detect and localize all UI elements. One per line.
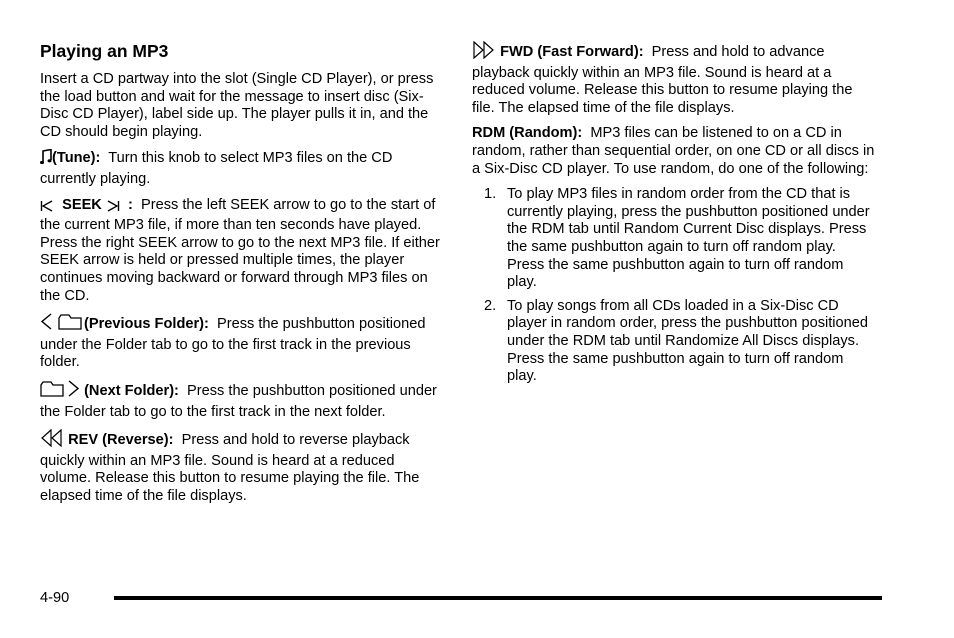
random-label: RDM (Random): [472, 125, 583, 142]
list-item [472, 298, 876, 386]
fast-forward-text: Press and hold to advance playback quickly within an MP3 file. Sound is heard at a reduced volume. Release this button to resume playing the file. The elapsed time of the file displays. [472, 44, 853, 116]
seek-back-icon [40, 200, 54, 218]
section-heading: Playing an MP3 [40, 41, 169, 61]
random-paragraph [472, 125, 876, 178]
tune-text: Turn this knob to select MP3 files on the CD currently playing. [40, 150, 393, 187]
tune-paragraph [40, 149, 444, 188]
list-item [472, 186, 876, 292]
left-column [40, 40, 444, 513]
list-item-text: To play MP3 files in random order from the CD that is currently playing, press the pushbutton positioned under the RDM tab until Random Current Disc displays. Press the same pushbutton again to turn off random play. Press the same pushbutton again to turn off random play. [507, 186, 870, 291]
seek-forward-icon [106, 200, 120, 218]
rewind-icon [40, 429, 64, 453]
next-folder-label: (Next Folder): [84, 382, 179, 399]
random-text: MP3 files can be listened to on a CD in random, rather than sequential order, on one CD or all discs in a Six-Disc CD player. To use random, do one of the following: [472, 125, 875, 177]
right-column [472, 41, 876, 392]
intro-paragraph: Insert a CD partway into the slot (Single CD Player), or press the load button and wait for the message to insert disc (Six-Disc CD Player), label side up. The player pulls it in, and the CD should begin playing. [40, 71, 434, 140]
next-folder-icon [40, 380, 80, 404]
seek-paragraph [40, 197, 444, 306]
previous-folder-icon [40, 313, 84, 337]
reverse-paragraph [40, 429, 444, 505]
random-steps-list [472, 186, 876, 386]
reverse-text: Press and hold to reverse playback quickly within an MP3 file. Sound is heard at a reduced volume. Release this button to resume playing the file. The elapsed time of the file displays. [40, 432, 420, 504]
seek-text: Press the left SEEK arrow to go to the start of the current MP3 file, if more than ten seconds have played. Press the right SEEK arrow to go to the next MP3 file. If either SEEK arrow is held or pressed multiple times, the player continues moving backward or forward through MP3 files on the CD. [40, 196, 440, 304]
previous-folder-paragraph [40, 313, 444, 372]
tune-label: (Tune): [52, 150, 101, 167]
previous-folder-text: Press the pushbutton positioned under the Folder tab to go to the first track in the previous folder. [40, 316, 426, 371]
list-item-text: To play songs from all CDs loaded in a Six-Disc CD player in random order, press the pushbutton positioned under the RDM tab until Randomize All Discs displays. Press the same pushbutton again to turn off random play. [507, 297, 869, 385]
footer-rule [114, 596, 882, 600]
music-note-icon [40, 149, 52, 171]
fast-forward-icon [472, 41, 496, 65]
next-folder-paragraph [40, 380, 444, 421]
seek-colon: : [128, 196, 133, 213]
reverse-label: REV (Reverse): [68, 432, 174, 449]
page-number: 4-90 [40, 590, 70, 606]
next-folder-text: Press the pushbutton positioned under the Folder tab to go to the first track in the next folder. [40, 382, 437, 420]
list-item-number: 2. [484, 297, 497, 314]
fast-forward-paragraph [472, 41, 876, 117]
list-item-number: 1. [484, 186, 497, 203]
seek-label: SEEK [62, 196, 102, 213]
previous-folder-label: (Previous Folder): [84, 316, 209, 333]
fast-forward-label: FWD (Fast Forward): [500, 44, 644, 60]
